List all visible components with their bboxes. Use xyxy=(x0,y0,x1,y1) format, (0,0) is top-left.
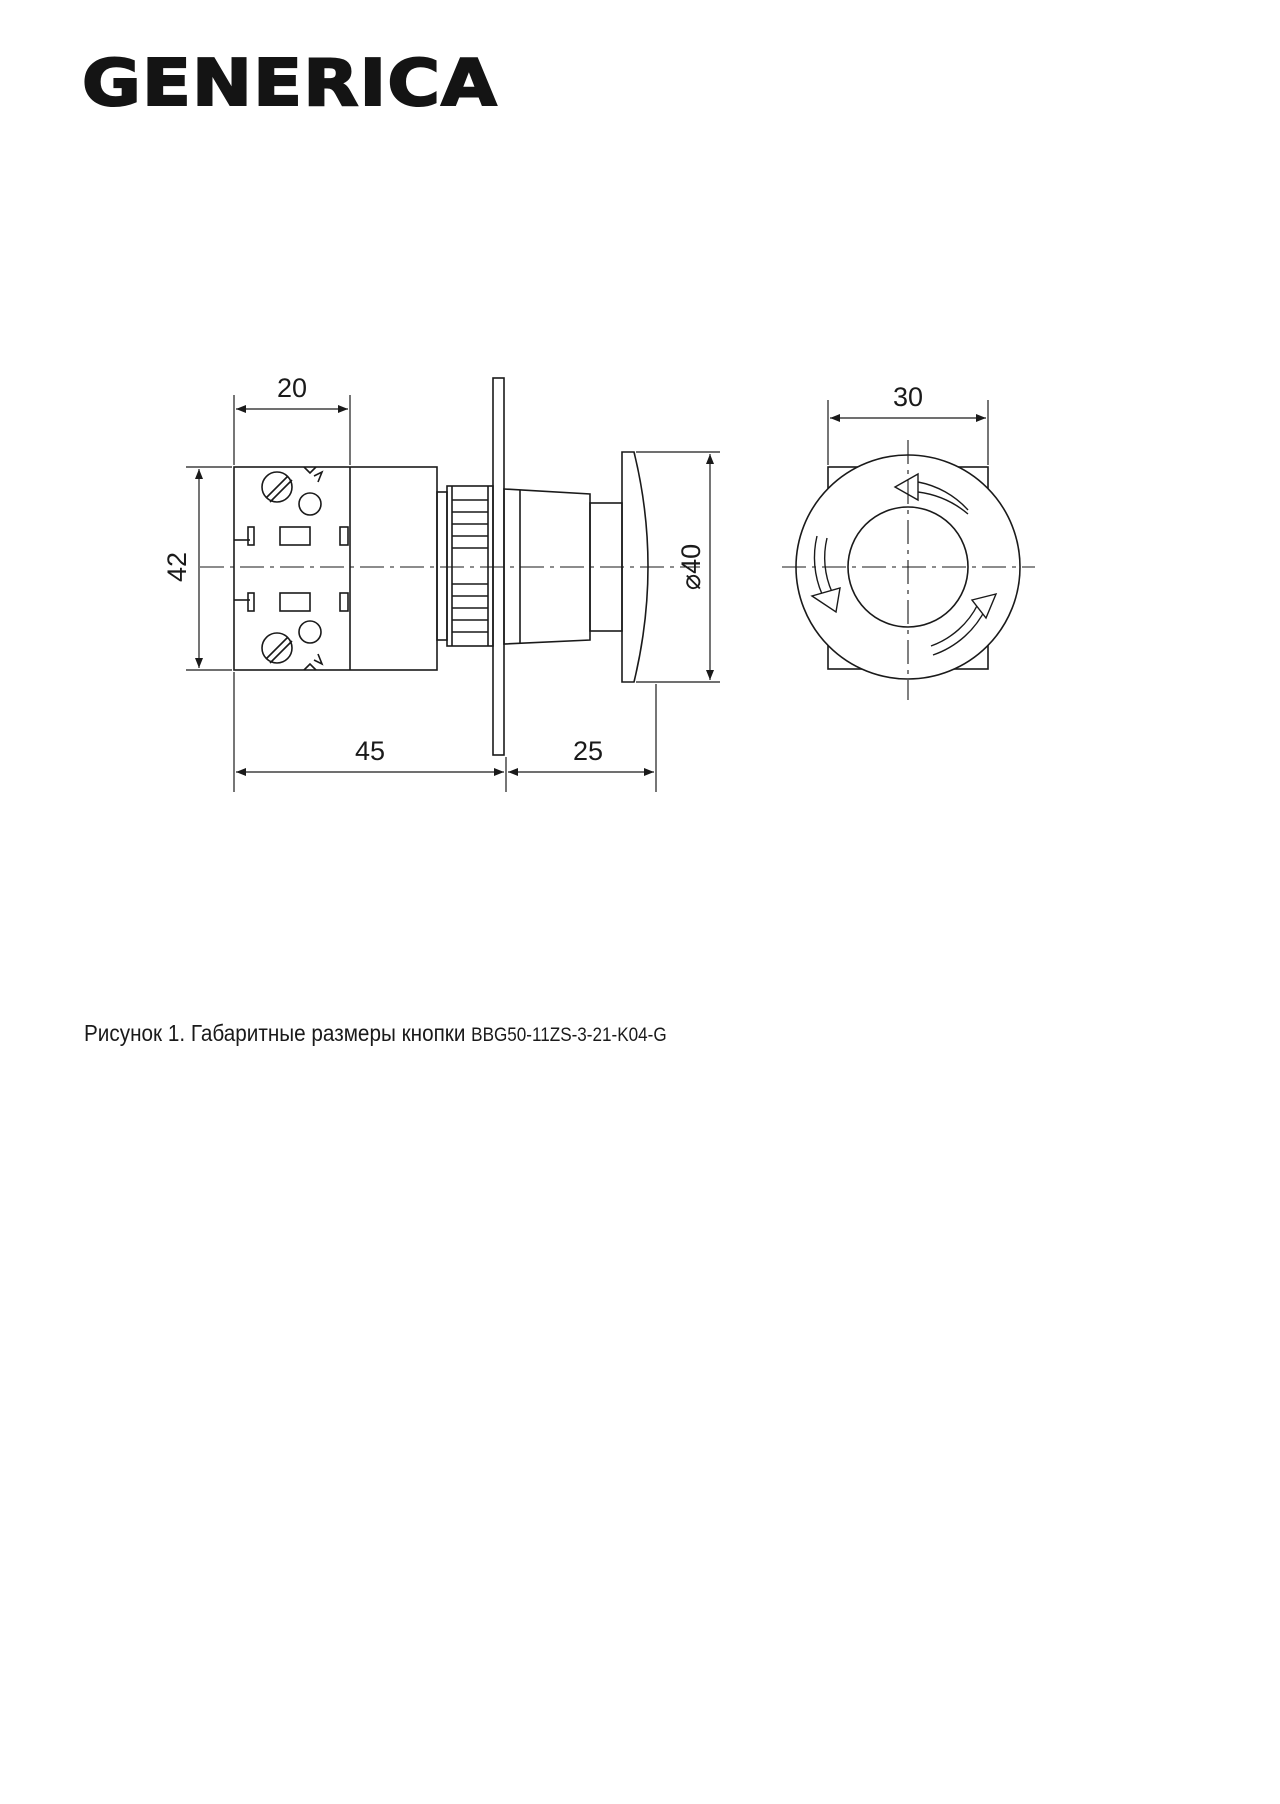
collar xyxy=(437,492,447,640)
dim-label-base-length: 45 xyxy=(354,736,386,766)
dim-label-front-width: 30 xyxy=(892,382,924,412)
dim-label-height: 42 xyxy=(162,551,192,583)
knurled-nut xyxy=(447,486,493,646)
figure-caption xyxy=(84,1020,667,1047)
front-view xyxy=(782,440,1035,700)
side-view xyxy=(200,378,700,755)
brand-logo: GENERICA xyxy=(82,47,498,121)
caption-product-code: BBG50-11ZS-3-21-K04-G xyxy=(471,1025,667,1046)
dim-label-top-width: 20 xyxy=(276,373,308,403)
caption-text: Рисунок 1. Габаритные размеры кнопки xyxy=(84,1020,472,1046)
dim-label-diameter: ⌀40 xyxy=(676,543,706,591)
contact-block xyxy=(234,467,437,670)
dim-label-button-length: 25 xyxy=(572,736,604,766)
